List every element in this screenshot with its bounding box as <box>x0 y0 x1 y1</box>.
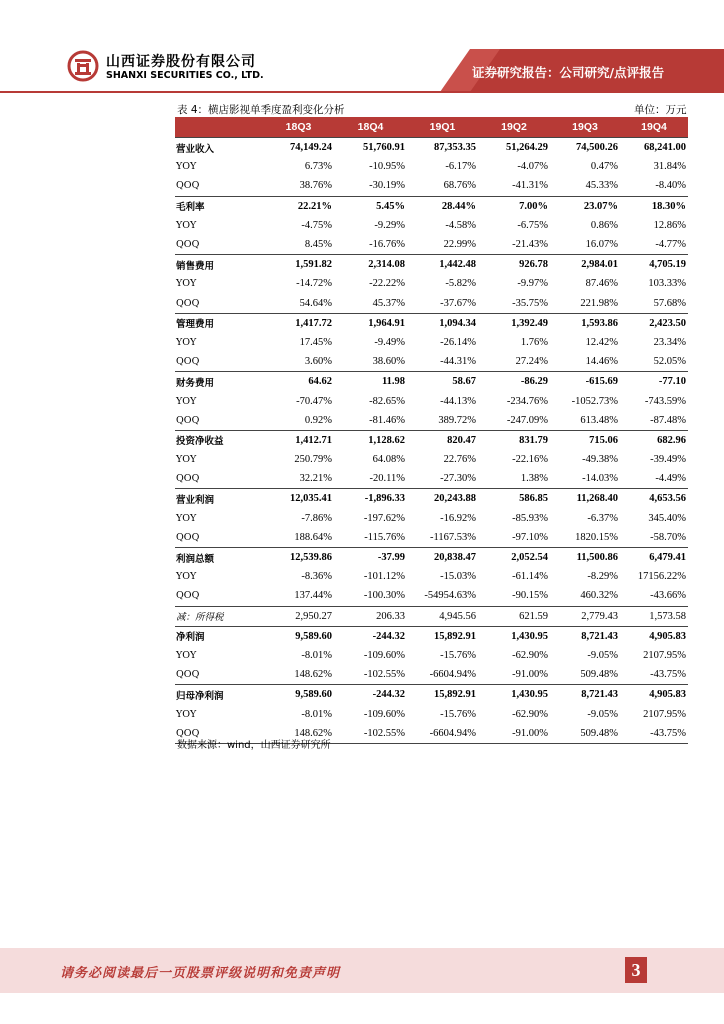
table-row <box>175 333 688 352</box>
table-cell: 8,721.43 <box>550 626 620 646</box>
row-label: QOQ <box>176 531 200 543</box>
table-cell: 1,964.91 <box>334 313 407 333</box>
row-label: YOY <box>176 571 197 583</box>
table-cell: 1,430.95 <box>478 685 550 705</box>
table-cell: -15.03% <box>440 571 476 583</box>
table-cell: 509.48% <box>580 669 618 681</box>
table-cell: 148.62% <box>263 724 334 744</box>
table-cell: -615.69 <box>550 372 620 392</box>
column-header: 19Q1 <box>407 117 478 138</box>
row-label: YOY <box>176 395 197 407</box>
table-row <box>175 704 688 723</box>
table-cell: -87.48% <box>650 414 686 426</box>
table-cell: -6604.94% <box>407 724 478 744</box>
table-cell: 0.86% <box>590 219 618 231</box>
table-cell: 16.07% <box>585 239 618 251</box>
row-label: 管理费用 <box>175 313 263 333</box>
table-cell: -4.75% <box>301 219 332 231</box>
table-cell: -8.40% <box>655 180 686 192</box>
table-cell: 9,589.60 <box>263 626 334 646</box>
table-cell: -27.30% <box>440 473 476 485</box>
table-cell: 1,442.48 <box>407 255 478 275</box>
table-cell: 206.33 <box>334 606 407 626</box>
table-cell: 2,779.43 <box>550 606 620 626</box>
table-row <box>175 489 688 509</box>
table-cell: -58.70% <box>650 531 686 543</box>
table-cell: 28.44% <box>407 196 478 216</box>
table-cell: 2107.95% <box>643 649 686 661</box>
disclaimer-note: 请务必阅读最后一页股票评级说明和免责声明 <box>60 966 341 981</box>
table-cell: -1167.53% <box>430 531 476 543</box>
table-cell: 15,892.91 <box>407 685 478 705</box>
table-cell: 2,950.27 <box>263 606 334 626</box>
table-cell: 87,353.35 <box>407 138 478 158</box>
report-type-label: 证券研究报告：公司研究/点评报告 <box>472 65 665 80</box>
table-cell: -43.75% <box>620 724 688 744</box>
table-cell: 11,268.40 <box>550 489 620 509</box>
table-cell: -8.36% <box>301 571 332 583</box>
table-cell: -82.65% <box>369 395 405 407</box>
table-cell: -244.32 <box>334 685 407 705</box>
table-cell: 17.45% <box>299 336 332 348</box>
table-row <box>175 294 688 314</box>
row-label: QOQ <box>176 356 200 368</box>
table-cell: 1,593.86 <box>550 313 620 333</box>
table-cell: -97.10% <box>512 531 548 543</box>
table-cell: -21.43% <box>512 239 548 251</box>
column-header: 19Q4 <box>620 117 688 138</box>
row-label: YOY <box>176 219 197 231</box>
row-label: YOY <box>176 454 197 466</box>
table-cell: 831.79 <box>478 430 550 450</box>
table-row <box>175 235 688 255</box>
table-cell: 64.62 <box>263 372 334 392</box>
table-cell: -39.49% <box>650 454 686 466</box>
table-cell: -26.14% <box>440 336 476 348</box>
table-cell: 4,945.56 <box>407 606 478 626</box>
table-cell: -9.05% <box>587 649 618 661</box>
table-cell: 23.07% <box>550 196 620 216</box>
table-cell: -8.29% <box>587 571 618 583</box>
table-cell: 12,539.86 <box>263 547 334 567</box>
table-cell: -109.60% <box>363 708 405 720</box>
page-number: 3 <box>625 957 647 983</box>
table-cell: 0.47% <box>590 161 618 173</box>
table-cell: 3.60% <box>304 356 332 368</box>
table-cell: 64.08% <box>372 454 405 466</box>
table-cell: -100.30% <box>363 590 405 602</box>
table-cell: 0.92% <box>304 414 332 426</box>
table-cell: -6604.94% <box>429 669 476 681</box>
row-label: 财务费用 <box>175 372 263 392</box>
row-label: QOQ <box>176 239 200 251</box>
table-cell: 68,241.00 <box>620 138 688 158</box>
table-cell: 1,128.62 <box>334 430 407 450</box>
data-source-note: 数据来源：wind，山西证券研究所 <box>177 740 331 751</box>
table-cell: -62.90% <box>512 708 548 720</box>
table-cell: -37.99 <box>334 547 407 567</box>
table-cell: 4,905.83 <box>620 626 688 646</box>
table-cell: -22.22% <box>369 278 405 290</box>
table-cell: -62.90% <box>512 649 548 661</box>
table-cell: -61.14% <box>512 571 548 583</box>
company-logo-icon <box>67 50 99 82</box>
table-cell: 2,423.50 <box>620 313 688 333</box>
table-cell: 2,052.54 <box>478 547 550 567</box>
table-row <box>175 255 688 275</box>
column-header: 19Q3 <box>550 117 620 138</box>
table-cell: 1.38% <box>520 473 548 485</box>
table-row <box>175 567 688 586</box>
table-cell: -4.07% <box>517 161 548 173</box>
table-cell: 52.05% <box>653 356 686 368</box>
table-row <box>175 274 688 293</box>
row-label: YOY <box>176 512 197 524</box>
table-row <box>175 586 688 606</box>
table-cell: -7.86% <box>301 512 332 524</box>
column-header: 19Q2 <box>478 117 550 138</box>
table-cell: -91.00% <box>512 669 548 681</box>
table-cell: 820.47 <box>407 430 478 450</box>
row-label: QOQ <box>176 669 200 681</box>
row-label: 利润总额 <box>175 547 263 567</box>
table-cell: 45.37% <box>372 297 405 309</box>
table-cell: -91.00% <box>478 724 550 744</box>
table-cell: -4.58% <box>445 219 476 231</box>
table-cell: 9,589.60 <box>263 685 334 705</box>
table-cell: -101.12% <box>363 571 405 583</box>
row-label: QOQ <box>176 297 200 309</box>
table-cell: 74,149.24 <box>263 138 334 158</box>
table-cell: 18.30% <box>620 196 688 216</box>
table-cell: 23.34% <box>653 336 686 348</box>
table-cell: -9.49% <box>374 336 405 348</box>
table-cell: 22.99% <box>443 239 476 251</box>
table-cell: -44.31% <box>440 356 476 368</box>
table-cell: 11,500.86 <box>550 547 620 567</box>
table-cell: -5.82% <box>445 278 476 290</box>
table-cell: 6,479.41 <box>620 547 688 567</box>
table-cell: -9.97% <box>517 278 548 290</box>
table-cell: 31.84% <box>653 161 686 173</box>
table-cell: 22.21% <box>263 196 334 216</box>
table-cell: 4,653.56 <box>620 489 688 509</box>
row-label: QOQ <box>175 724 263 744</box>
table-cell: -6.17% <box>445 161 476 173</box>
table-cell: -247.09% <box>506 414 548 426</box>
table-row <box>175 411 688 431</box>
row-label: YOY <box>176 278 197 290</box>
table-title: 表 4：横店影视单季度盈利变化分析 <box>177 104 345 116</box>
table-cell: -4.49% <box>655 473 686 485</box>
table-cell: -85.93% <box>512 512 548 524</box>
table-cell: -244.32 <box>334 626 407 646</box>
table-cell: -102.55% <box>363 669 405 681</box>
table-row <box>175 176 688 196</box>
company-name-en: SHANXI SECURITIES CO., LTD. <box>106 70 264 81</box>
table-cell: -90.15% <box>512 590 548 602</box>
table-row <box>175 626 688 646</box>
page-header <box>0 0 724 105</box>
company-name-cn: 山西证券股份有限公司 <box>106 54 256 70</box>
table-cell: -9.29% <box>374 219 405 231</box>
table-cell: -16.92% <box>440 512 476 524</box>
row-label: QOQ <box>176 414 200 426</box>
row-label: 减：所得税 <box>175 606 263 626</box>
row-label: YOY <box>176 708 197 720</box>
table-cell: 4,705.19 <box>620 255 688 275</box>
table-row <box>175 391 688 410</box>
row-label: 销售费用 <box>175 255 263 275</box>
table-cell: 148.62% <box>294 669 332 681</box>
table-cell: -6.37% <box>587 512 618 524</box>
table-cell: 1.76% <box>520 336 548 348</box>
table-cell: -14.72% <box>296 278 332 290</box>
table-cell: 54.64% <box>299 297 332 309</box>
table-cell: -14.03% <box>582 473 618 485</box>
table-cell: 715.06 <box>550 430 620 450</box>
table-cell: 4,905.83 <box>620 685 688 705</box>
table-cell: 38.60% <box>372 356 405 368</box>
table-cell: 12,035.41 <box>263 489 334 509</box>
table-cell: 103.33% <box>648 278 686 290</box>
table-cell: 12.86% <box>653 219 686 231</box>
table-cell: -743.59% <box>644 395 686 407</box>
table-row <box>175 138 688 158</box>
table-cell: -77.10 <box>620 372 688 392</box>
table-cell: 1,412.71 <box>263 430 334 450</box>
column-header-label <box>175 117 263 138</box>
table-cell: -86.29 <box>478 372 550 392</box>
table-cell: -81.46% <box>369 414 405 426</box>
table-cell: 5.45% <box>334 196 407 216</box>
header-divider <box>0 91 724 93</box>
table-header-row <box>175 117 688 138</box>
table-cell: 45.33% <box>585 180 618 192</box>
row-label: YOY <box>176 336 197 348</box>
table-cell: -49.38% <box>582 454 618 466</box>
table-row <box>175 157 688 176</box>
table-cell: -43.66% <box>650 590 686 602</box>
table-cell: -8.01% <box>301 649 332 661</box>
table-cell: 682.96 <box>620 430 688 450</box>
table-cell: 57.68% <box>653 297 686 309</box>
table-row <box>175 196 688 216</box>
column-header: 18Q3 <box>263 117 334 138</box>
table-cell: 74,500.26 <box>550 138 620 158</box>
table-cell: -37.67% <box>440 297 476 309</box>
table-row <box>175 646 688 665</box>
table-cell: 12.42% <box>585 336 618 348</box>
row-label: 毛利率 <box>175 196 263 216</box>
table-cell: 38.76% <box>299 180 332 192</box>
table-unit: 单位：万元 <box>634 104 687 116</box>
table-cell: -70.47% <box>296 395 332 407</box>
table-cell: 389.72% <box>438 414 476 426</box>
table-cell: 32.21% <box>299 473 332 485</box>
row-label: YOY <box>176 649 197 661</box>
table-cell: -16.76% <box>369 239 405 251</box>
table-row <box>175 372 688 392</box>
table-cell: 17156.22% <box>637 571 686 583</box>
quarterly-profit-table <box>175 117 688 744</box>
table-cell: -43.75% <box>650 669 686 681</box>
table-cell: 137.44% <box>294 590 332 602</box>
table-cell: 509.48% <box>550 724 620 744</box>
table-cell: 20,838.47 <box>407 547 478 567</box>
table-cell: -44.13% <box>440 395 476 407</box>
table-row <box>175 547 688 567</box>
table-row <box>175 528 688 548</box>
table-cell: 2107.95% <box>643 708 686 720</box>
table-cell: 8,721.43 <box>550 685 620 705</box>
table-cell: 20,243.88 <box>407 489 478 509</box>
table-cell: -6.75% <box>517 219 548 231</box>
row-label: QOQ <box>176 180 200 192</box>
table-cell: -10.95% <box>369 161 405 173</box>
table-cell: -15.76% <box>440 649 476 661</box>
table-cell: -1,896.33 <box>334 489 407 509</box>
row-label: YOY <box>176 161 197 173</box>
table-cell: -9.05% <box>587 708 618 720</box>
table-cell: 926.78 <box>478 255 550 275</box>
table-cell: 1,392.49 <box>478 313 550 333</box>
table-cell: -8.01% <box>301 708 332 720</box>
table-cell: 1,094.34 <box>407 313 478 333</box>
table-cell: -35.75% <box>512 297 548 309</box>
table-cell: -15.76% <box>440 708 476 720</box>
table-cell: -102.55% <box>334 724 407 744</box>
table-cell: 460.32% <box>580 590 618 602</box>
table-cell: 586.85 <box>478 489 550 509</box>
table-cell: -41.31% <box>512 180 548 192</box>
table-cell: 250.79% <box>294 454 332 466</box>
table-cell: 68.76% <box>443 180 476 192</box>
table-cell: 613.48% <box>580 414 618 426</box>
table-cell: -109.60% <box>363 649 405 661</box>
table-cell: -22.16% <box>512 454 548 466</box>
table-cell: 51,760.91 <box>334 138 407 158</box>
row-label: 净利润 <box>175 626 263 646</box>
table-cell: 87.46% <box>585 278 618 290</box>
table-cell: 221.98% <box>580 297 618 309</box>
row-label: 投资净收益 <box>175 430 263 450</box>
table-cell: 6.73% <box>304 161 332 173</box>
table-cell: 2,984.01 <box>550 255 620 275</box>
column-header: 18Q4 <box>334 117 407 138</box>
table-row <box>175 509 688 528</box>
row-label: QOQ <box>176 590 200 602</box>
table-cell: -115.76% <box>364 531 405 543</box>
table-cell: -54954.63% <box>424 590 476 602</box>
table-cell: -4.77% <box>655 239 686 251</box>
table-row <box>175 450 688 469</box>
table-cell: 14.46% <box>585 356 618 368</box>
table-row <box>175 606 688 626</box>
row-label: QOQ <box>176 473 200 485</box>
table-row <box>175 469 688 489</box>
table-cell: 8.45% <box>304 239 332 251</box>
table-row <box>175 665 688 685</box>
table-cell: 27.24% <box>515 356 548 368</box>
table-row <box>175 430 688 450</box>
table-row <box>175 685 688 705</box>
table-row <box>175 216 688 235</box>
table-cell: 188.64% <box>294 531 332 543</box>
table-cell: 1,573.58 <box>620 606 688 626</box>
table-cell: 1,591.82 <box>263 255 334 275</box>
table-cell: 1820.15% <box>575 531 618 543</box>
table-cell: 7.00% <box>478 196 550 216</box>
table-cell: 2,314.08 <box>334 255 407 275</box>
table-cell: -197.62% <box>363 512 405 524</box>
table-cell: -30.19% <box>369 180 405 192</box>
table-cell: -1052.73% <box>571 395 618 407</box>
table-cell: -234.76% <box>506 395 548 407</box>
table-row <box>175 352 688 372</box>
table-cell: -20.11% <box>369 473 405 485</box>
table-cell: 11.98 <box>334 372 407 392</box>
table-cell: 1,417.72 <box>263 313 334 333</box>
table-cell: 51,264.29 <box>478 138 550 158</box>
table-cell: 15,892.91 <box>407 626 478 646</box>
table-cell: 621.59 <box>478 606 550 626</box>
table-row <box>175 313 688 333</box>
table-cell: 345.40% <box>648 512 686 524</box>
row-label: 营业收入 <box>175 138 263 158</box>
table-cell: 1,430.95 <box>478 626 550 646</box>
table-cell: 58.67 <box>407 372 478 392</box>
row-label: 营业利润 <box>175 489 263 509</box>
row-label: 归母净利润 <box>175 685 263 705</box>
table-cell: 22.76% <box>443 454 476 466</box>
